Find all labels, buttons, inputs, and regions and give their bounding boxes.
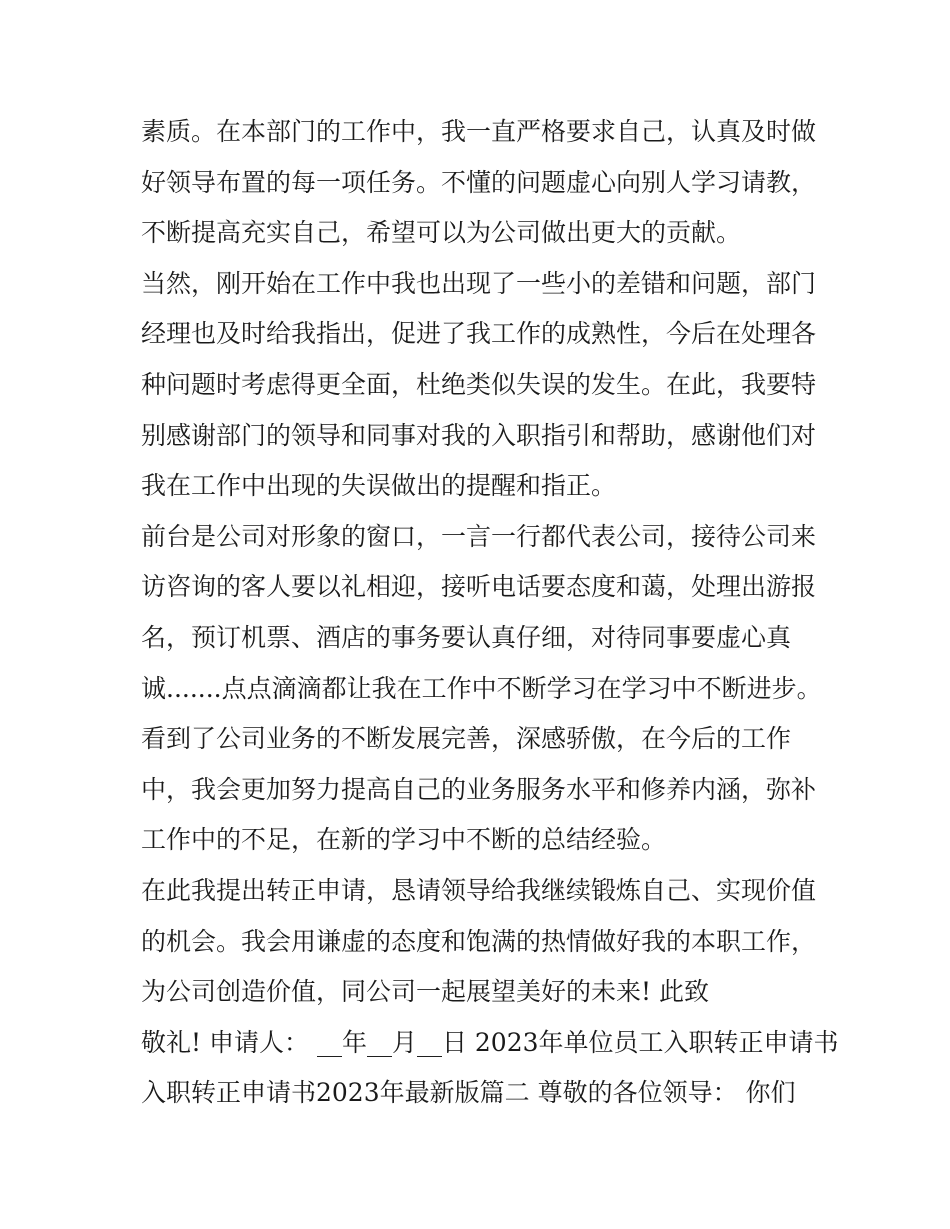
text-line: 的机会。我会用谦虚的态度和饱满的热情做好我的本职工作，	[141, 926, 817, 956]
text-line: 前台是公司对形象的窗口，一言一行都代表公司，接待公司来	[141, 521, 817, 551]
text-line: 不断提高充实自己，希望可以为公司做出更大的贡献。	[141, 218, 742, 248]
text-line: 工作中的不足，在新的学习中不断的总结经验。	[141, 825, 667, 855]
text-line: 诚.......点点滴滴都让我在工作中不断学习在学习中不断进步。	[141, 673, 822, 703]
text-line: 我在工作中出现的失误做出的提醒和指正。	[141, 471, 617, 501]
text-line: 中，我会更加努力提高自己的业务服务水平和修养内涵，弥补	[141, 774, 817, 804]
text-line: 入职转正申请书2023年最新版篇二 尊敬的各位领导： 你们	[141, 1078, 796, 1108]
text-line: 在此我提出转正申请，恳请领导给我继续锻炼自己、实现价值	[141, 875, 817, 905]
text-line: 别感谢部门的领导和同事对我的入职指引和帮助，感谢他们对	[141, 420, 817, 450]
text-line: 经理也及时给我指出，促进了我工作的成熟性，今后在处理各	[141, 319, 817, 349]
text-line: 为公司创造价值，同公司一起展望美好的未来! 此致	[141, 977, 709, 1007]
text-line: 好领导布置的每一项任务。不懂的问题虚心向别人学习请教，	[141, 167, 817, 197]
body-text	[141, 107, 839, 1119]
text-line: 看到了公司业务的不断发展完善，深感骄傲，在今后的工作	[141, 724, 792, 754]
text-line: 访咨询的客人要以礼相迎，接听电话要态度和蔼，处理出游报	[141, 572, 817, 602]
text-line: 名，预订机票、酒店的事务要认真仔细，对待同事要虚心真	[141, 622, 792, 652]
text-line: 当然，刚开始在工作中我也出现了一些小的差错和问题，部门	[141, 268, 817, 298]
text-line: 敬礼! 申请人： __年__月__日 2023年单位员工入职转正申请书	[141, 1027, 839, 1057]
text-line: 素质。在本部门的工作中，我一直严格要求自己，认真及时做	[141, 117, 817, 146]
text-line: 种问题时考虑得更全面，杜绝类似失误的发生。在此，我要特	[141, 369, 817, 399]
